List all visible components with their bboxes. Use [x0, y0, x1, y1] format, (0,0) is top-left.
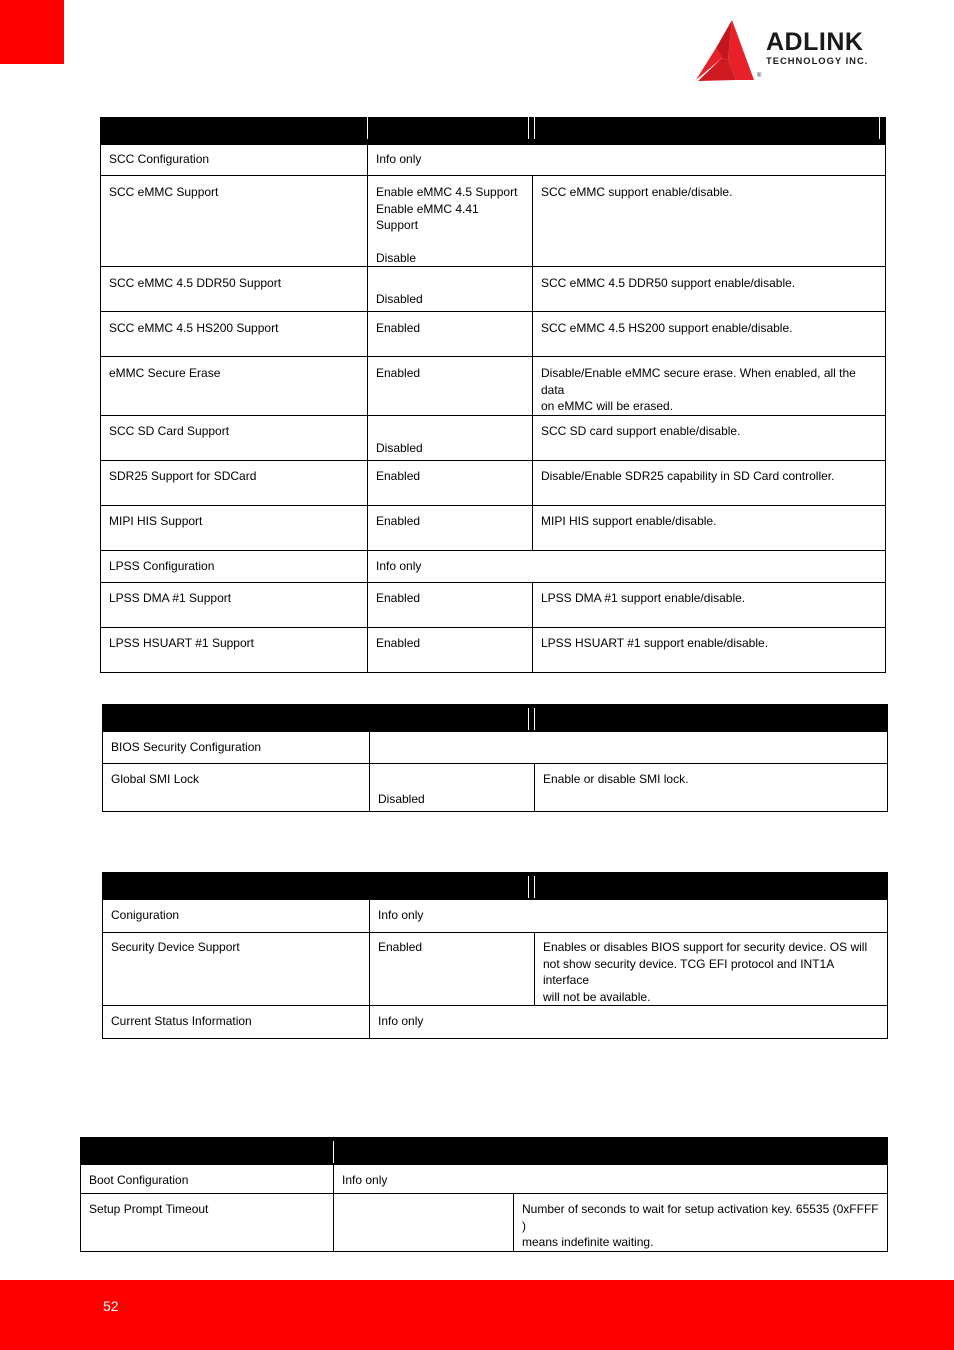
table-row	[103, 933, 888, 1006]
setting-value: Info only	[342, 1173, 388, 1187]
option-value: Disable	[376, 250, 417, 265]
setting-name: SCC Configuration	[109, 152, 210, 166]
table-row	[101, 267, 886, 312]
corner-accent-block	[0, 0, 64, 64]
setting-description: SCC eMMC 4.5 DDR50 support enable/disable.	[541, 276, 796, 290]
table-header-bar	[103, 705, 888, 732]
header-divider	[367, 117, 368, 139]
boot-configuration-table	[80, 1137, 888, 1252]
setting-description: LPSS HSUART #1 support enable/disable.	[541, 635, 769, 650]
table-row	[101, 415, 886, 460]
header-divider	[333, 1141, 334, 1163]
table-row	[101, 582, 886, 627]
table-row	[81, 1194, 888, 1252]
setting-description: Disable/Enable eMMC secure erase. When enabled, all the data	[541, 366, 856, 397]
header-divider	[534, 117, 535, 139]
brand-subtitle: TECHNOLOGY INC.	[766, 55, 869, 66]
setting-description: SCC SD card support enable/disable.	[541, 423, 741, 438]
setting-name: MIPI HIS Support	[109, 513, 203, 528]
setting-name: eMMC Secure Erase	[109, 366, 221, 380]
setting-name: Global SMI Lock	[111, 772, 200, 786]
setting-name: Current Status Information	[111, 1014, 252, 1028]
table-row	[81, 1165, 888, 1194]
setting-value: Disabled	[378, 792, 425, 806]
table-row	[101, 176, 886, 267]
adlink-logo	[694, 18, 906, 84]
setting-description: SCC eMMC support enable/disable.	[541, 185, 733, 199]
setting-name: SCC eMMC 4.5 HS200 Support	[109, 321, 279, 335]
table-row	[101, 357, 886, 416]
bios-security-table	[102, 704, 888, 812]
setting-value: Enabled	[378, 940, 423, 954]
table-row	[101, 312, 886, 357]
setting-name: Coniguration	[111, 908, 180, 922]
setting-value: Enabled	[376, 321, 421, 335]
setting-value: Enabled	[376, 590, 421, 605]
registered-mark: ®	[757, 73, 762, 79]
setting-value: Info only	[378, 1014, 424, 1028]
setting-name: SDR25 Support for SDCard	[109, 468, 257, 483]
setting-name: SCC eMMC 4.5 DDR50 Support	[109, 276, 282, 290]
page-number: 52	[103, 1298, 119, 1314]
header-divider	[528, 117, 529, 139]
setting-name: LPSS HSUART #1 Support	[109, 635, 254, 650]
setting-name: LPSS DMA #1 Support	[109, 590, 232, 605]
setting-description: SCC eMMC 4.5 HS200 support enable/disable.	[541, 321, 793, 335]
table-row	[103, 1006, 888, 1039]
table-row	[103, 764, 888, 812]
header-divider	[879, 117, 880, 139]
setting-name: Security Device Support	[111, 940, 240, 954]
setting-name: Setup Prompt Timeout	[89, 1202, 209, 1216]
setting-description: MIPI HIS support enable/disable.	[541, 513, 717, 528]
setting-name: Boot Configuration	[89, 1173, 189, 1187]
setting-value: Enabled	[376, 635, 421, 650]
option-value: Enable eMMC 4.5 Support	[376, 185, 518, 199]
table-header-bar	[101, 118, 886, 145]
table-row	[103, 732, 888, 764]
setting-name: SCC eMMC Support	[109, 185, 219, 199]
table-row	[101, 145, 886, 176]
setting-description: Enables or disables BIOS support for security device. OS will	[543, 940, 868, 954]
setting-description: Disable/Enable SDR25 capability in SD Card controller.	[541, 468, 835, 483]
setting-value: Enabled	[376, 513, 421, 528]
table-row	[101, 550, 886, 582]
table-row	[101, 505, 886, 550]
setting-description: LPSS DMA #1 support enable/disable.	[541, 590, 746, 605]
setting-name: SCC SD Card Support	[109, 423, 230, 438]
setting-value: Disabled	[376, 440, 423, 455]
scc-lpss-settings-table	[100, 117, 886, 673]
header-divider	[534, 708, 535, 730]
table-row	[101, 460, 886, 505]
header-divider	[528, 876, 529, 898]
setting-description: Number of seconds to wait for setup activation key. 65535 (0xFFFF )	[522, 1202, 879, 1233]
setting-value: Info only	[376, 152, 422, 166]
setting-name: LPSS Configuration	[109, 558, 215, 573]
setting-description: means indefinite waiting.	[522, 1235, 654, 1249]
setting-value: Enabled	[376, 468, 421, 483]
triangle-logo-icon	[694, 18, 758, 84]
setting-description: Enable or disable SMI lock.	[543, 772, 689, 786]
option-value: Enable eMMC 4.41 Support	[376, 201, 479, 232]
setting-name: BIOS Security Configuration	[111, 740, 262, 754]
table-row	[103, 900, 888, 933]
setting-value: Info only	[376, 558, 422, 573]
setting-description: on eMMC will be erased.	[541, 399, 674, 413]
setting-description: not show security device. TCG EFI protocol and INT1A interface	[543, 956, 834, 987]
page-footer-bar	[0, 1280, 954, 1350]
setting-value: Info only	[378, 908, 424, 922]
table-header-bar	[81, 1138, 888, 1165]
security-device-table	[102, 872, 888, 1039]
header-divider	[534, 876, 535, 898]
setting-description: will not be available.	[543, 989, 651, 1004]
table-row	[101, 627, 886, 672]
table-header-bar	[103, 873, 888, 900]
brand-name: ADLINK	[766, 28, 864, 56]
setting-value: Disabled	[376, 292, 423, 306]
header-divider	[528, 708, 529, 730]
setting-value: Enabled	[376, 366, 421, 380]
